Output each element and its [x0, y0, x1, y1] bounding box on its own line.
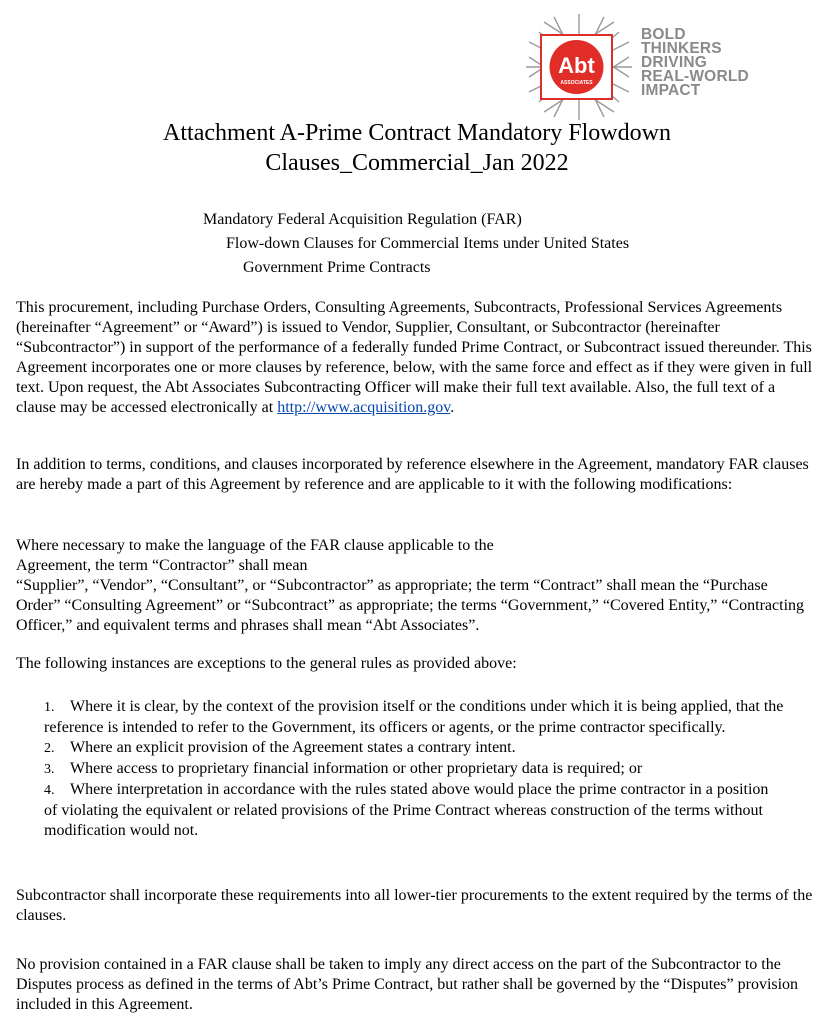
- intro-end: .: [450, 399, 455, 416]
- abt-logo: [524, 12, 759, 122]
- intro-text: This procurement, including Purchase Orders, Consulting Agreements, Subcontracts, Professional Services Agreements (hereinafter “Agreement” or “Award”) is issued to Vendor, Supplier, Consultant, or Subcontractor (hereinafter “Subcontractor”) in support of the performance of a federally funded Prime Contract, or Subcontract issued thereunder. This Agreement incorporates one or more clauses by reference, below, with the same force and effect as if they were given in full text. Upon request, the Abt Associates Subcontracting Officer will make their full text available. Also, the full text of a clause may be accessed electronically at: [16, 299, 813, 416]
- title-line-2: Clauses_Commercial_Jan 2022: [265, 150, 569, 176]
- logo-tagline: [641, 28, 761, 98]
- modifications-paragraph: In addition to terms, conditions, and clauses incorporated by reference elsewhere in the Agreement, mandatory FAR clauses are hereby made a part of this Agreement by reference and are applicable to it with the following modifications:: [16, 456, 809, 493]
- subtitle-line-2: Flow-down Clauses for Commercial Items under United States: [226, 235, 630, 252]
- abt-logo-mark: [524, 12, 634, 122]
- intro-paragraph: [16, 298, 816, 418]
- list-item: [44, 780, 784, 841]
- exceptions-intro: The following instances are exceptions to the general rules as provided above:: [16, 655, 517, 672]
- subtitle-line-3: Government Prime Contracts: [243, 259, 431, 276]
- list-item-number: 2.: [44, 741, 55, 756]
- subtitle-line-1: Mandatory Federal Acquisition Regulation (FAR): [203, 211, 522, 228]
- document-title: [0, 118, 834, 178]
- list-item-text: Where an explicit provision of the Agreement states a contrary intent.: [70, 739, 516, 756]
- acquisition-gov-link[interactable]: http://www.acquisition.gov: [277, 399, 451, 416]
- tagline-line: IMPACT: [641, 82, 701, 99]
- abt-logo-wordmark: Abt: [558, 53, 595, 78]
- list-item-number: 3.: [44, 762, 55, 777]
- terms-paragraph: [16, 536, 816, 636]
- tagline-line: THINKERS: [641, 40, 722, 57]
- tagline-line: REAL-WORLD: [641, 68, 749, 85]
- list-item-number: 4.: [44, 783, 55, 798]
- list-item-number: 1.: [44, 700, 55, 715]
- list-item: [44, 697, 784, 738]
- exceptions-list: [44, 697, 784, 841]
- tagline-line: BOLD: [641, 26, 686, 43]
- list-item-text: Where access to proprietary financial information or other proprietary data is required; or: [70, 760, 643, 777]
- terms-paragraph-lead: Where necessary to make the language of the FAR clause applicable to the Agreement, the term “Contractor” shall mean: [16, 537, 494, 574]
- tagline-line: DRIVING: [641, 54, 707, 71]
- list-item-text: Where it is clear, by the context of the provision itself or the conditions under which it is being applied, that the reference is intended to refer to the Government, its officers or agents, or the prime contractor specifically.: [44, 698, 784, 736]
- title-line-1: Attachment A-Prime Contract Mandatory Flowdown: [163, 120, 671, 146]
- disputes-paragraph: No provision contained in a FAR clause shall be taken to imply any direct access on the part of the Subcontractor to the Disputes process as defined in the terms of Abt’s Prime Contract, but rather shall be governed by the “Disputes” provision included in this Agreement.: [16, 956, 799, 1013]
- list-item: [44, 759, 784, 780]
- lower-tier-paragraph: Subcontractor shall incorporate these requirements into all lower-tier procurements to the extent required by the terms of the clauses.: [16, 887, 813, 924]
- terms-paragraph-body: “Supplier”, “Vendor”, “Consultant”, or “Subcontractor” as appropriate; the term “Contract” shall mean the “Purchase Order” “Consulting Agreement” or “Subcontract” as appropriate; the terms “Government,” “Covered Entity,” “Contracting Officer,” and equivalent terms and phrases shall mean “Abt Associates”.: [16, 577, 805, 634]
- abt-logo-subtext: ASSOCIATES: [560, 80, 593, 86]
- list-item: [44, 738, 784, 759]
- list-item-text: Where interpretation in accordance with the rules stated above would place the prime contractor in a position of violating the equivalent or related provisions of the Prime Contract whereas construction of the terms without modification would not.: [44, 781, 769, 839]
